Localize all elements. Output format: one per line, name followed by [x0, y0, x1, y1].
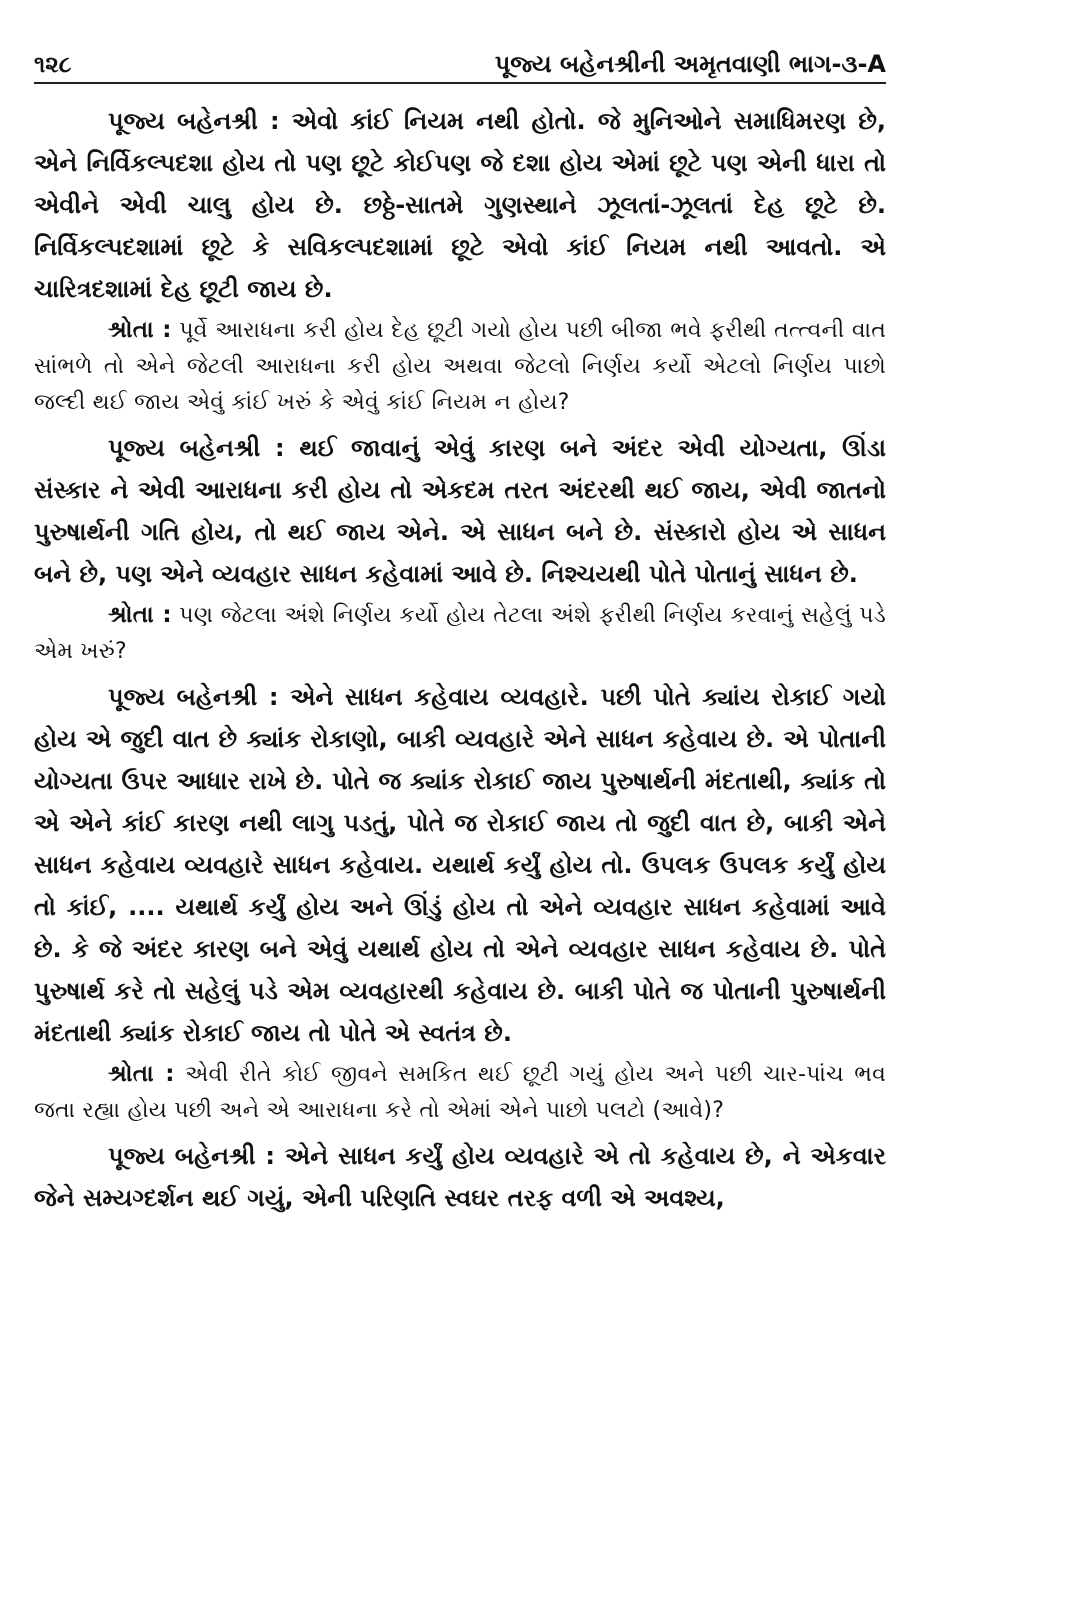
- running-title: પૂજ્ય બહેનશ્રીની અમૃતવાણી ભાગ-૩-A: [494, 50, 886, 78]
- page-number: ૧૨૮: [34, 52, 72, 78]
- question-paragraph: [34, 597, 886, 670]
- speaker-label: શ્રોતા :: [108, 602, 172, 628]
- paragraph-text: એવો કાંઈ નિયમ નથી હોતો. જે મુનિઓને સમાધિમરણ છે, એને નિર્વિકલ્પદશા હોય તો પણ છૂટે કોઈપણ જે દશા હોય એમાં છૂટે પણ એની ધારા તો એવીને એવી ચાલુ હોય છે. છઠ્ઠે-સાતમે ગુણસ્થાને ઝૂલતાં-ઝૂલતાં દેહ છૂટે છે. નિર્વિકલ્પદશામાં છૂટે કે સવિકલ્પદશામાં છૂટે એવો કાંઈ નિયમ નથી આવતો. એ ચારિત્રદશામાં દેહ છૂટી જાય છે.: [34, 107, 886, 303]
- question-paragraph: [34, 312, 886, 421]
- page-body: [34, 100, 886, 1219]
- speaker-label: પૂજ્ય બહેનશ્રી :: [108, 107, 280, 135]
- paragraph-text: પૂર્વે આરાધના કરી હોય દેહ છૂટી ગયો હોય પછી બીજા ભવે ફરીથી તત્ત્વની વાત સાંભળે તો એને જેટલી આરાધના કરી હોય અથવા જેટલો નિર્ણય કર્યો એટલો નિર્ણય પાછો જલ્દી થઈ જાય એવું કાંઈ ખરું કે એવું કાંઈ નિયમ ન હોય?: [34, 318, 886, 415]
- answer-paragraph: [34, 676, 886, 1054]
- speaker-label: શ્રોતા :: [108, 317, 172, 343]
- paragraph-text: પણ જેટલા અંશે નિર્ણય કર્યો હોય તેટલા અંશે ફરીથી નિર્ણય કરવાનું સહેલું પડે એમ ખરું?: [34, 603, 886, 664]
- paragraph-text: એને સાધન કર્યું હોય વ્યવહારે એ તો કહેવાય છે, ને એકવાર જેને સમ્યગ્દર્શન થઈ ગયું, એની પરિણતિ સ્વઘર તરફ વળી એ અવશ્ય,: [34, 1142, 886, 1212]
- paragraph-text: થઈ જાવાનું એવું કારણ બને અંદર એવી યોગ્યતા, ઊંડા સંસ્કાર ને એવી આરાધના કરી હોય તો એકદમ તરત અંદરથી થઈ જાય, એવી જાતનો પુરુષાર્થની ગતિ હોય, તો થઈ જાય એને. એ સાધન બને છે. સંસ્કારો હોય એ સાધન બને છે, પણ એને વ્યવહાર સાધન કહેવામાં આવે છે. નિશ્ચયથી પોતે પોતાનું સાધન છે.: [34, 434, 886, 588]
- answer-paragraph: [34, 1135, 886, 1219]
- speaker-label: પૂજ્ય બહેનશ્રી :: [108, 1142, 275, 1170]
- speaker-label: પૂજ્ય બહેનશ્રી :: [108, 683, 279, 711]
- paragraph-text: એને સાધન કહેવાય વ્યવહારે. પછી પોતે ક્યાંય રોકાઈ ગયો હોય એ જુદી વાત છે ક્યાંક રોકાણો, બાકી વ્યવહારે એને સાધન કહેવાય છે. એ પોતાની યોગ્યતા ઉપર આધાર રાખે છે. પોતે જ ક્યાંક રોકાઈ જાય પુરુષાર્થની મંદતાથી, ક્યાંક તો એ એને કાંઈ કારણ નથી લાગુ પડતું, પોતે જ રોકાઈ જાય તો જુદી વાત છે, બાકી એને સાધન કહેવાય વ્યવહારે સાધન કહેવાય. યથાર્થ કર્યું હોય તો. ઉપલક ઉપલક કર્યું હોય તો કાંઈ, .... યથાર્થ કર્યું હોય અને ઊંડું હોય તો એને વ્યવહાર સાધન કહેવામાં આવે છે. કે જે અંદર કારણ બને એવું યથાર્થ હોય તો એને વ્યવહાર સાધન કહેવાય છે. પોતે પુરુષાર્થ કરે તો સહેલું પડે એમ વ્યવહારથી કહેવાય છે. બાકી પોતે જ પોતાની પુરુષાર્થની મંદતાથી ક્યાંક રોકાઈ જાય તો પોતે એ સ્વતંત્ર છે.: [34, 683, 886, 1047]
- speaker-label: શ્રોતા :: [108, 1061, 175, 1087]
- page-header: [34, 40, 886, 84]
- page: [34, 40, 886, 1221]
- question-paragraph: [34, 1056, 886, 1129]
- answer-paragraph: [34, 427, 886, 595]
- paragraph-text: એવી રીતે કોઈ જીવને સમકિત થઈ છૂટી ગયું હોય અને પછી ચાર-પાંચ ભવ જતા રહ્યા હોય પછી અને એ આરાધના કરે તો એમાં એને પાછો પલટો (આવે)?: [34, 1062, 886, 1123]
- speaker-label: પૂજ્ય બહેનશ્રી :: [108, 434, 285, 462]
- answer-paragraph: [34, 100, 886, 310]
